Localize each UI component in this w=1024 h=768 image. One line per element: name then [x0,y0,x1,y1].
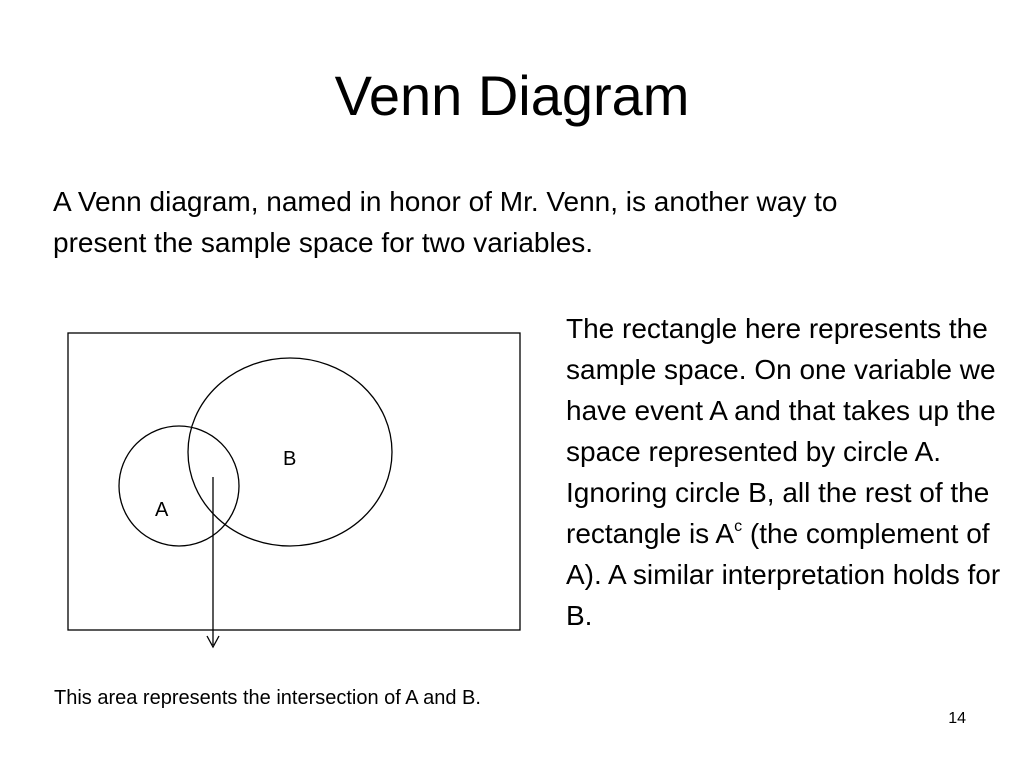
intersection-caption: This area represents the intersection of A and B. [54,687,481,709]
explanation-text-part2: (the complement of A). A similar interpretation holds for B. [566,518,1001,631]
circle-a [119,426,239,546]
circle-a-label: A [155,499,169,521]
circle-b-label: B [283,448,297,470]
intro-paragraph: A Venn diagram, named in honor of Mr. Venn, is another way to present the sample space for two variables. [53,186,838,258]
complement-superscript: c [734,518,743,535]
page-number: 14 [948,710,966,727]
sample-space-rectangle [68,333,520,630]
explanation-paragraph [566,308,1006,636]
slide-title: Venn Diagram [334,64,690,127]
explanation-text-part1: The rectangle here represents the sample space. On one variable we have event A and that takes up the space represented by circle A. Ignoring circle B, all the rest of the rectangle is A [566,313,996,549]
